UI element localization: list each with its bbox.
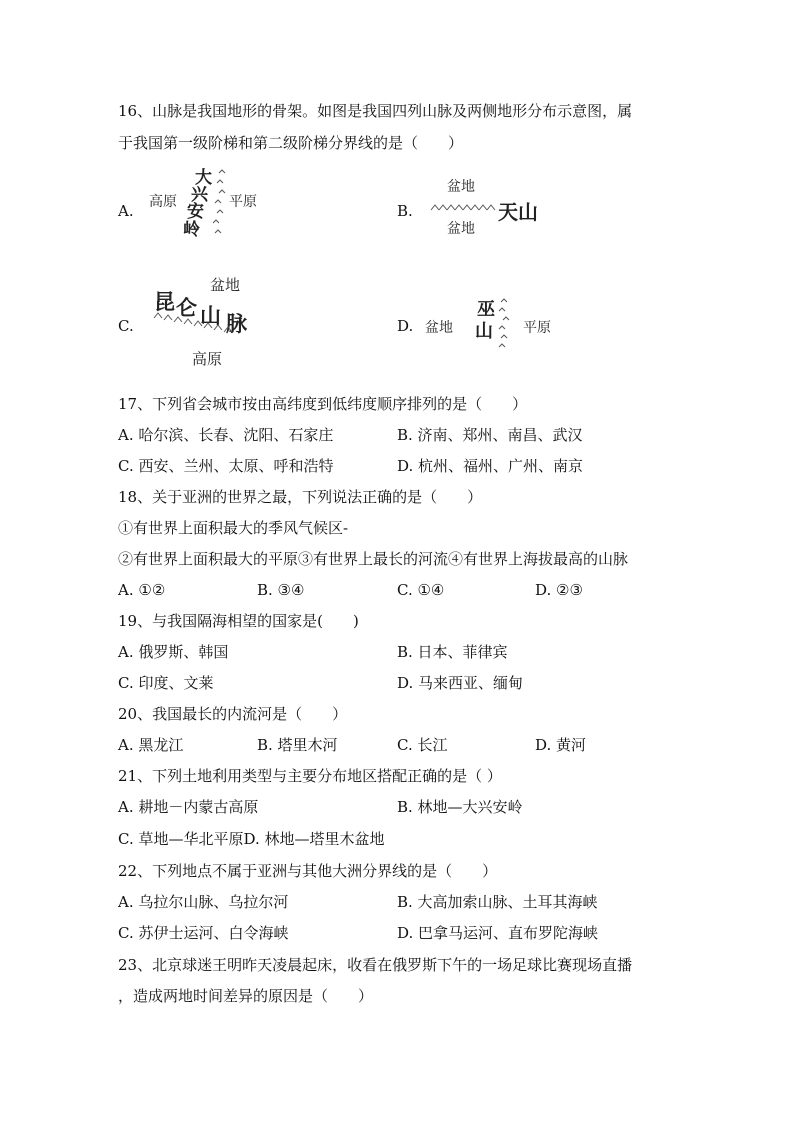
q16-c-mountain-char-1: 昆 [154,290,175,314]
q16-d-mountain-char-1: 巫 [477,299,495,320]
q17-option-c[interactable]: C. 西安、兰州、太原、呼和浩特 [118,457,334,475]
q22-option-c[interactable]: C. 苏伊士运河、白令海峡 [118,924,289,942]
q16-a-mountain-char-1: 大 [195,168,212,188]
q20-option-b[interactable]: B. 塔里木河 [257,736,338,754]
q16-b-top-label: 盆地 [447,179,475,195]
q16-a-mountain-char-4: 岭 [183,220,200,240]
q22-option-d[interactable]: D. 巴拿马运河、直布罗陀海峡 [397,924,599,942]
q22-stem: 22、下列地点不属于亚洲与其他大洲分界线的是（ ） [118,862,498,880]
q16-option-b-diagram[interactable] [425,172,560,242]
q16-option-c-diagram[interactable] [148,272,268,372]
q19-option-d[interactable]: D. 马来西亚、缅甸 [397,674,524,692]
q16-c-mountain-char-4: 脉 [226,312,247,336]
q20-option-d[interactable]: D. 黄河 [535,736,587,754]
q19-option-c[interactable]: C. 印度、文莱 [118,674,214,692]
q16-d-left-label: 盆地 [425,320,453,336]
q23-stem-line2: ，造成两地时间差异的原因是（ ） [118,987,374,1005]
q16-c-bottom-label: 高原 [192,350,223,368]
q16-option-d-letter[interactable]: D. [397,317,414,335]
q17-option-d[interactable]: D. 杭州、福州、广州、南京 [397,457,584,475]
q16-c-mountain-char-2: 仑 [176,296,197,320]
q20-option-c[interactable]: C. 长江 [397,736,448,754]
q23-stem-line1: 23、北京球迷王明昨天凌晨起床，收看在俄罗斯下午的一场足球比赛现场直播 [118,956,633,974]
q16-b-mountain-icon [429,200,497,214]
q16-a-mountain-icon [207,169,229,239]
q16-stem-line1: 16、山脉是我国地形的骨架。如图是我国四列山脉及两侧地形分布示意图，属 [118,102,633,120]
q16-option-d-diagram[interactable] [423,293,563,357]
q16-option-a-letter[interactable]: A. [118,202,134,220]
q21-option-b[interactable]: B. 林地—大兴安岭 [397,798,523,816]
q17-option-b[interactable]: B. 济南、郑州、南昌、武汉 [397,426,583,444]
q19-option-a[interactable]: A. 俄罗斯、韩国 [118,643,229,661]
q16-stem-line2: 于我国第一级阶梯和第二级阶梯分界线的是（ ） [118,134,464,152]
q17-option-a[interactable]: A. 哈尔滨、长春、沈阳、石家庄 [118,426,334,444]
q16-c-mountain-char-3: 山 [200,304,221,328]
q18-option-a[interactable]: A. ①② [118,581,166,599]
q17-stem: 17、下列省会城市按由高纬度到低纬度顺序排列的是（ ） [118,395,528,413]
q16-a-left-label: 高原 [149,194,177,210]
q22-option-b[interactable]: B. 大高加索山脉、土耳其海峡 [397,893,598,911]
q21-option-a[interactable]: A. 耕地－内蒙古高原 [118,798,259,816]
q16-c-top-label: 盆地 [210,276,241,294]
q16-d-right-label: 平原 [523,320,551,336]
q21-stem: 21、下列土地利用类型与主要分布地区搭配正确的是（ ） [118,767,502,785]
q18-option-c[interactable]: C. ①④ [397,581,445,599]
q18-statement-1: ①有世界上面积最大的季风气候区- [118,519,349,537]
q22-option-a[interactable]: A. 乌拉尔山脉、乌拉尔河 [118,893,289,911]
q16-a-mountain-char-2: 兴 [191,185,208,205]
q18-stem: 18、关于亚洲的世界之最，下列说法正确的是（ ） [118,488,483,506]
q19-stem: 19、与我国隔海相望的国家是( ) [118,612,359,630]
q16-c-mountain-icon [152,306,256,336]
q21-option-cd[interactable]: C. 草地—华北平原D. 林地—塔里木盆地 [118,830,385,848]
q16-a-mountain-char-3: 安 [187,202,204,222]
q16-a-right-label: 平原 [229,194,257,210]
q19-option-b[interactable]: B. 日本、菲律宾 [397,643,508,661]
q16-d-mountain-char-2: 山 [475,321,493,342]
q18-option-d[interactable]: D. ②③ [535,581,583,599]
q20-option-a[interactable]: A. 黑龙江 [118,736,184,754]
q16-b-mountain-label: 天山 [498,200,538,224]
q16-option-c-letter[interactable]: C. [118,317,134,335]
q16-b-bottom-label: 盆地 [447,221,475,237]
q16-option-a-diagram[interactable] [145,163,275,243]
q16-option-b-letter[interactable]: B. [397,202,413,220]
q18-statement-2: ②有世界上面积最大的平原③有世界上最长的河流④有世界上海拔最高的山脉 [118,550,629,568]
q18-option-b[interactable]: B. ③④ [257,581,305,599]
q20-stem: 20、我国最长的内流河是（ ） [118,705,348,723]
q16-d-mountain-icon [495,297,515,355]
